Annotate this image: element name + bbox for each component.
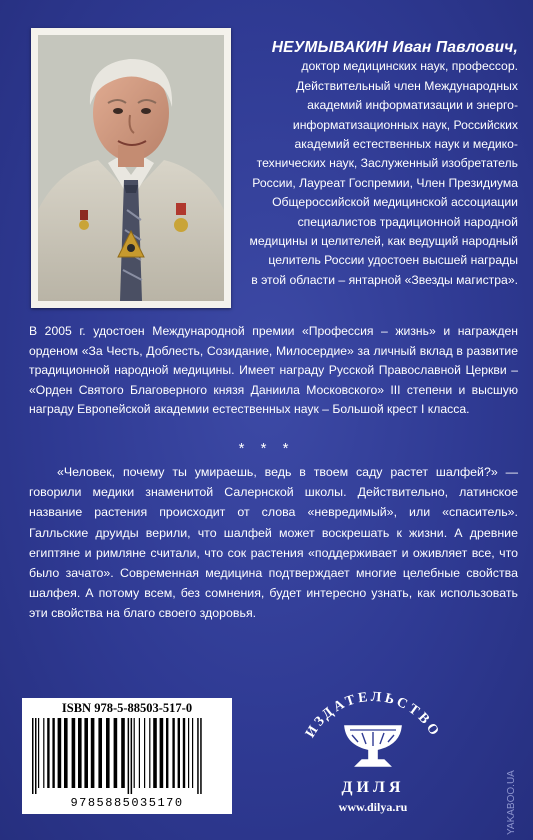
author-bio-line: информатизационных наук, Российских [292, 117, 518, 132]
author-bio-line: академий информатизации и энерго- [307, 98, 518, 113]
author-bio-line: технических наук, Заслуженный изобретатель [256, 156, 518, 171]
barcode-bar [128, 718, 130, 794]
author-portrait-image [38, 35, 224, 301]
barcode-bar [166, 718, 168, 788]
barcode-bar [91, 718, 95, 788]
author-bio-line: медицины и целителей, как ведущий народный [249, 234, 518, 249]
barcode-bar [200, 718, 202, 794]
isbn-label: ISBN 978-5-88503-517-0 [61, 701, 193, 715]
barcode-bar [58, 718, 62, 788]
author-photo [31, 28, 231, 308]
barcode-bar [114, 718, 118, 788]
author-bio-block [236, 38, 518, 290]
barcode-bar [131, 718, 133, 794]
author-bio-line: специалистов традиционной народной [297, 214, 518, 229]
barcode-block [22, 698, 232, 814]
chalice-icon [345, 726, 401, 766]
author-bio-line: в этой области – янтарной «Звезды магистра». [251, 272, 518, 287]
barcode-number: 9785885035170 [70, 796, 184, 810]
author-bio-line: Общероссийской медицинской ассоциации [272, 195, 518, 210]
barcode-bar [153, 718, 157, 788]
section-separator: * * * [238, 440, 295, 457]
author-bio-line: доктор медицинских наук, профессор. [301, 59, 518, 74]
barcode-bar [47, 718, 49, 788]
barcode-bar [78, 718, 82, 788]
author-bio-line: России, Лауреат Госпремии, Член Президиума [252, 175, 518, 190]
watermark: YAKABOO.UA [506, 770, 517, 835]
barcode-bar [149, 718, 150, 788]
barcode-bar [38, 718, 39, 788]
barcode-bar [134, 718, 135, 788]
barcode-bar [144, 718, 145, 788]
barcode-bar [197, 718, 199, 794]
barcode-bar [35, 718, 37, 794]
barcode-bar [121, 718, 125, 788]
barcode-bar [52, 718, 54, 788]
barcode-bar [172, 718, 174, 788]
barcode-bar [64, 718, 68, 788]
barcode-bar [84, 718, 88, 788]
author-bio-line: Действительный член Международных [296, 78, 518, 93]
author-awards-paragraph: В 2005 г. удостоен Международной премии «Профессия – жизнь» и награжден орденом «За Честь, Доблесть, Созидание, Милосердие» за личный вклад в развитие традиционной народной медицины. Имеет награду Русской Православной Церкви – «Орден Святого Благоверного князя Даниила Московского» III степени и высшую награду Европейской академии естественных наук – Большой крест I класса. [29, 324, 518, 417]
publisher-name: ДИЛЯ [341, 779, 405, 796]
barcode-bar [32, 718, 34, 794]
book-description-paragraph: «Человек, почему ты умираешь, ведь в твоем саду растет шалфей?» — говорили медики знаменитой Салернской школы. Действительно, латинское название растения происходит от слова «невредимый», или «спаситель». Галльские друиды верили, что шалфей может воскрешать к жизни. А древние египтяне и римляне считали, что сок растения «поддерживает и оживляет все, что было зачато». Современная медицина подтверждает многие целебные свойства шалфея. А потому всем, без сомнения, будет интересно узнать, как использовать эти свойства на благо своего здоровья. [29, 465, 518, 621]
barcode-bar [188, 718, 189, 788]
author-bio-line: академий естественных наук и медико- [294, 137, 518, 152]
barcode-bar [178, 718, 180, 788]
barcode-bar [43, 718, 44, 788]
barcode-bar [106, 718, 110, 788]
barcode-bar [192, 718, 193, 788]
publisher-website: www.dilya.ru [338, 800, 408, 814]
portrait-illustration [38, 35, 224, 301]
author-name: НЕУМЫВАКИН Иван Павлович, [271, 39, 518, 56]
barcode-bars [28, 718, 226, 794]
publisher-logo [288, 676, 458, 826]
barcode-bar [183, 718, 185, 788]
publisher-arc-text: ИЗДАТЕЛЬСТВО [303, 689, 443, 741]
barcode-bar [98, 718, 102, 788]
barcode-bar [160, 718, 164, 788]
author-bio-line: целитель России удостоен высшей награды [268, 253, 518, 268]
barcode-bar [139, 718, 140, 788]
publisher-emblem [288, 676, 458, 780]
barcode-bar [72, 718, 76, 788]
